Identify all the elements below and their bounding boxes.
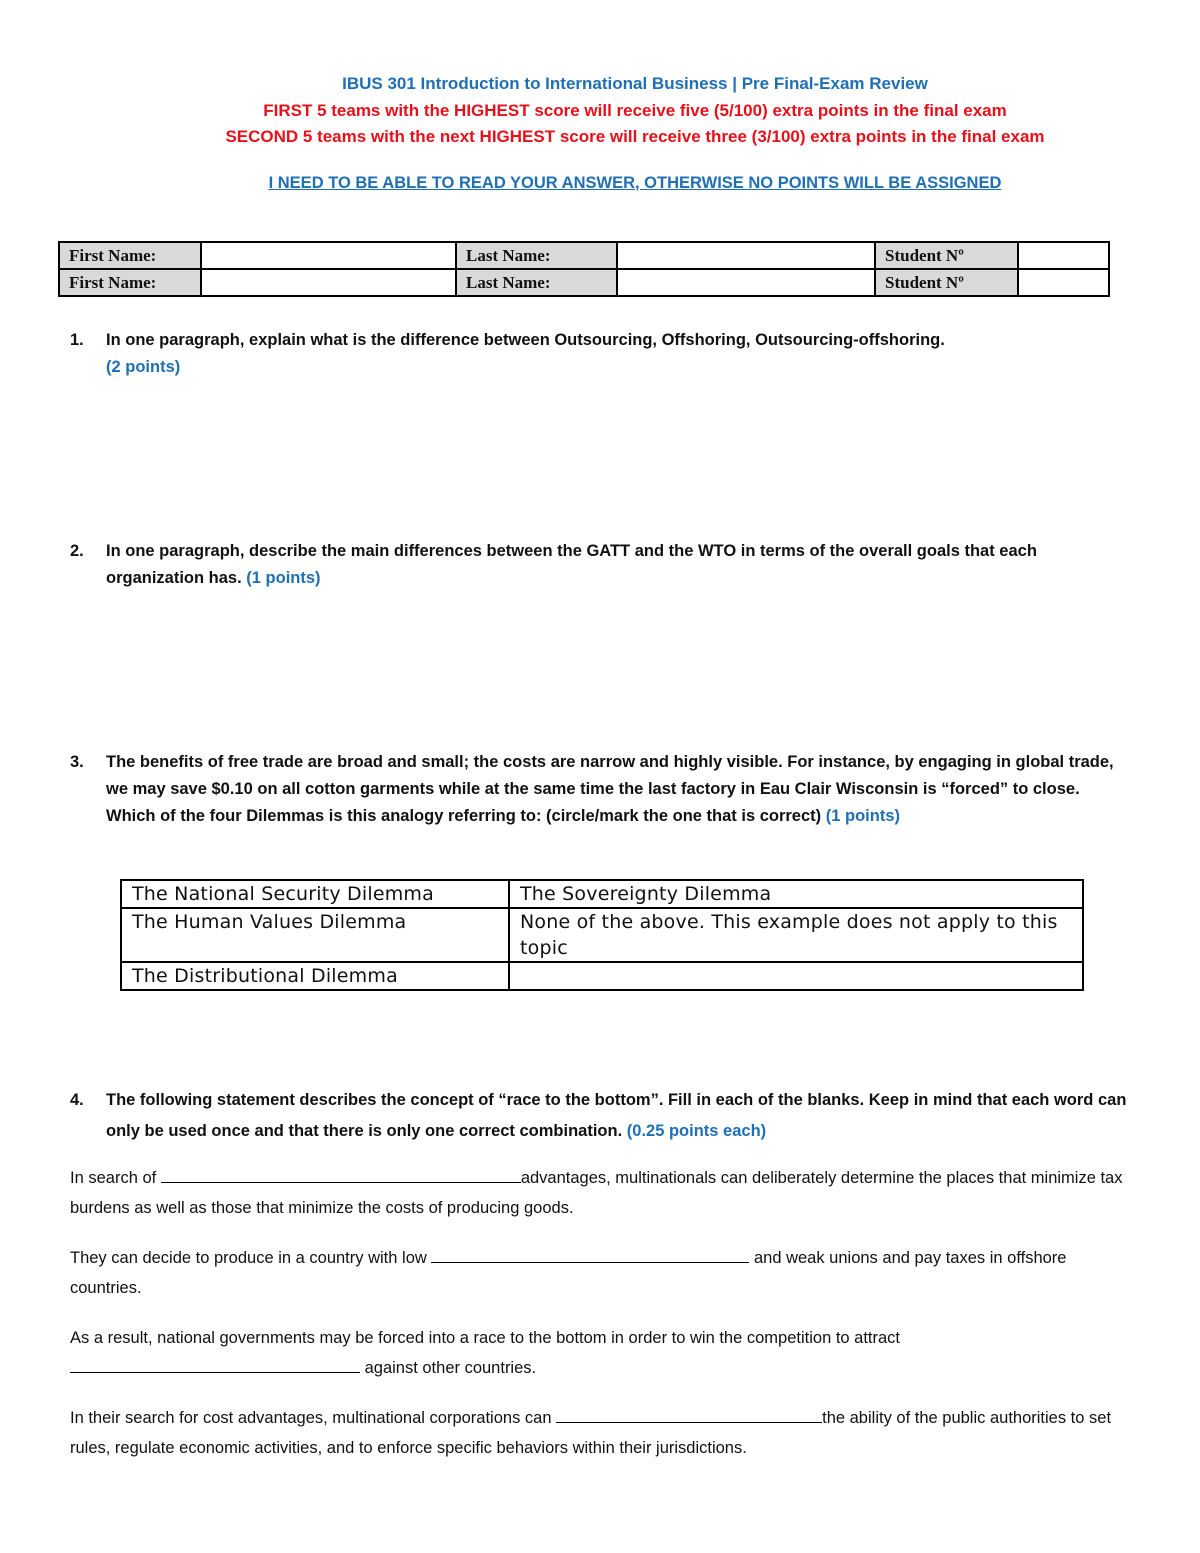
fill-in-paragraph-3 [70, 1323, 1140, 1383]
table-row [121, 908, 1083, 962]
question-points: (2 points) [106, 358, 181, 376]
paragraph-text: and weak unions and pay taxes in offshore countries. [70, 1249, 1067, 1297]
last-name-label: Last Name: [456, 242, 617, 269]
question-number: 3. [70, 753, 84, 771]
question-text: In one paragraph, describe the main differences between the GATT and the WTO in terms of the overall goals that each organization has. [106, 542, 1037, 587]
question-2 [70, 538, 1130, 592]
empty-cell [509, 962, 1083, 990]
question-1 [70, 327, 1130, 381]
paragraph-text: As a result, national governments may be forced into a race to the bottom in order to win the competition to attract [70, 1329, 901, 1347]
readability-warning: I NEED TO BE ABLE TO READ YOUR ANSWER, OTHERWISE NO POINTS WILL BE ASSIGNED [268, 174, 1002, 192]
question-points: (0.25 points each) [626, 1122, 767, 1140]
paragraph-text: In search of [70, 1169, 157, 1187]
fill-in-paragraph-1 [70, 1163, 1140, 1223]
option-sovereignty[interactable]: The Sovereignty Dilemma [509, 880, 1083, 908]
question-number: 1. [70, 331, 84, 349]
page-title: IBUS 301 Introduction to International Business | Pre Final-Exam Review [342, 74, 928, 93]
dilemma-options-table [120, 879, 1084, 991]
question-points: (1 points) [825, 807, 900, 825]
option-human-values[interactable]: The Human Values Dilemma [121, 908, 509, 962]
first-name-label: First Name: [59, 269, 201, 296]
last-name-field[interactable] [617, 242, 875, 269]
option-national-security[interactable]: The National Security Dilemma [121, 880, 509, 908]
question-3 [70, 749, 1130, 830]
table-row [59, 242, 1109, 269]
fill-in-paragraph-4 [70, 1403, 1140, 1463]
paragraph-text: the ability of the public authorities to set rules, regulate economic activities, and to enforce specific behaviors within their jurisdictions. [70, 1409, 1112, 1457]
question-points: (1 points) [246, 569, 321, 587]
blank-field-1[interactable] [161, 1164, 521, 1183]
first-name-label: First Name: [59, 242, 201, 269]
table-row [121, 880, 1083, 908]
fill-in-paragraph-2 [70, 1243, 1140, 1303]
student-name-table [58, 241, 1110, 297]
paragraph-text: They can decide to produce in a country with low [70, 1249, 427, 1267]
student-number-field[interactable] [1018, 269, 1109, 296]
question-text: In one paragraph, explain what is the difference between Outsourcing, Offshoring, Outsourcing-offshoring. [106, 331, 945, 349]
question-number: 2. [70, 542, 84, 560]
question-text: The benefits of free trade are broad and small; the costs are narrow and highly visible. For instance, by engaging in global trade, we may save $0.10 on all cotton garments while at the same time the last factory in Eau Clair Wisconsin is “forced” to close. Which of the four Dilemmas is this analogy referring to: (circle/mark the one that is correct) [106, 753, 1114, 825]
blank-field-4[interactable] [556, 1404, 822, 1423]
first-teams-note: FIRST 5 teams with the HIGHEST score will receive five (5/100) extra points in the final exam [263, 101, 1007, 120]
blank-field-2[interactable] [431, 1244, 749, 1263]
table-row [121, 962, 1083, 990]
option-none-of-the-above[interactable]: None of the above. This example does not apply to this topic [509, 908, 1083, 962]
first-name-field[interactable] [201, 242, 456, 269]
question-number: 4. [70, 1091, 84, 1109]
blank-field-3[interactable] [70, 1354, 360, 1373]
last-name-field[interactable] [617, 269, 875, 296]
first-name-field[interactable] [201, 269, 456, 296]
question-text: The following statement describes the concept of “race to the bottom”. Fill in each of the blanks. Keep in mind that each word can only be used once and that there is only one correct combination. [106, 1091, 1127, 1140]
paragraph-text: against other countries. [364, 1359, 537, 1377]
student-number-label: Student Nº [875, 242, 1018, 269]
question-4 [70, 1085, 1130, 1147]
option-distributional[interactable]: The Distributional Dilemma [121, 962, 509, 990]
student-number-field[interactable] [1018, 242, 1109, 269]
paragraph-text: advantages, multinationals can deliberately determine the places that minimize tax burdens as well as those that minimize the costs of producing goods. [70, 1169, 1123, 1217]
table-row [59, 269, 1109, 296]
second-teams-note: SECOND 5 teams with the next HIGHEST score will receive three (3/100) extra points in the final exam [225, 127, 1045, 146]
paragraph-text: In their search for cost advantages, multinational corporations can [70, 1409, 552, 1427]
last-name-label: Last Name: [456, 269, 617, 296]
student-number-label: Student Nº [875, 269, 1018, 296]
